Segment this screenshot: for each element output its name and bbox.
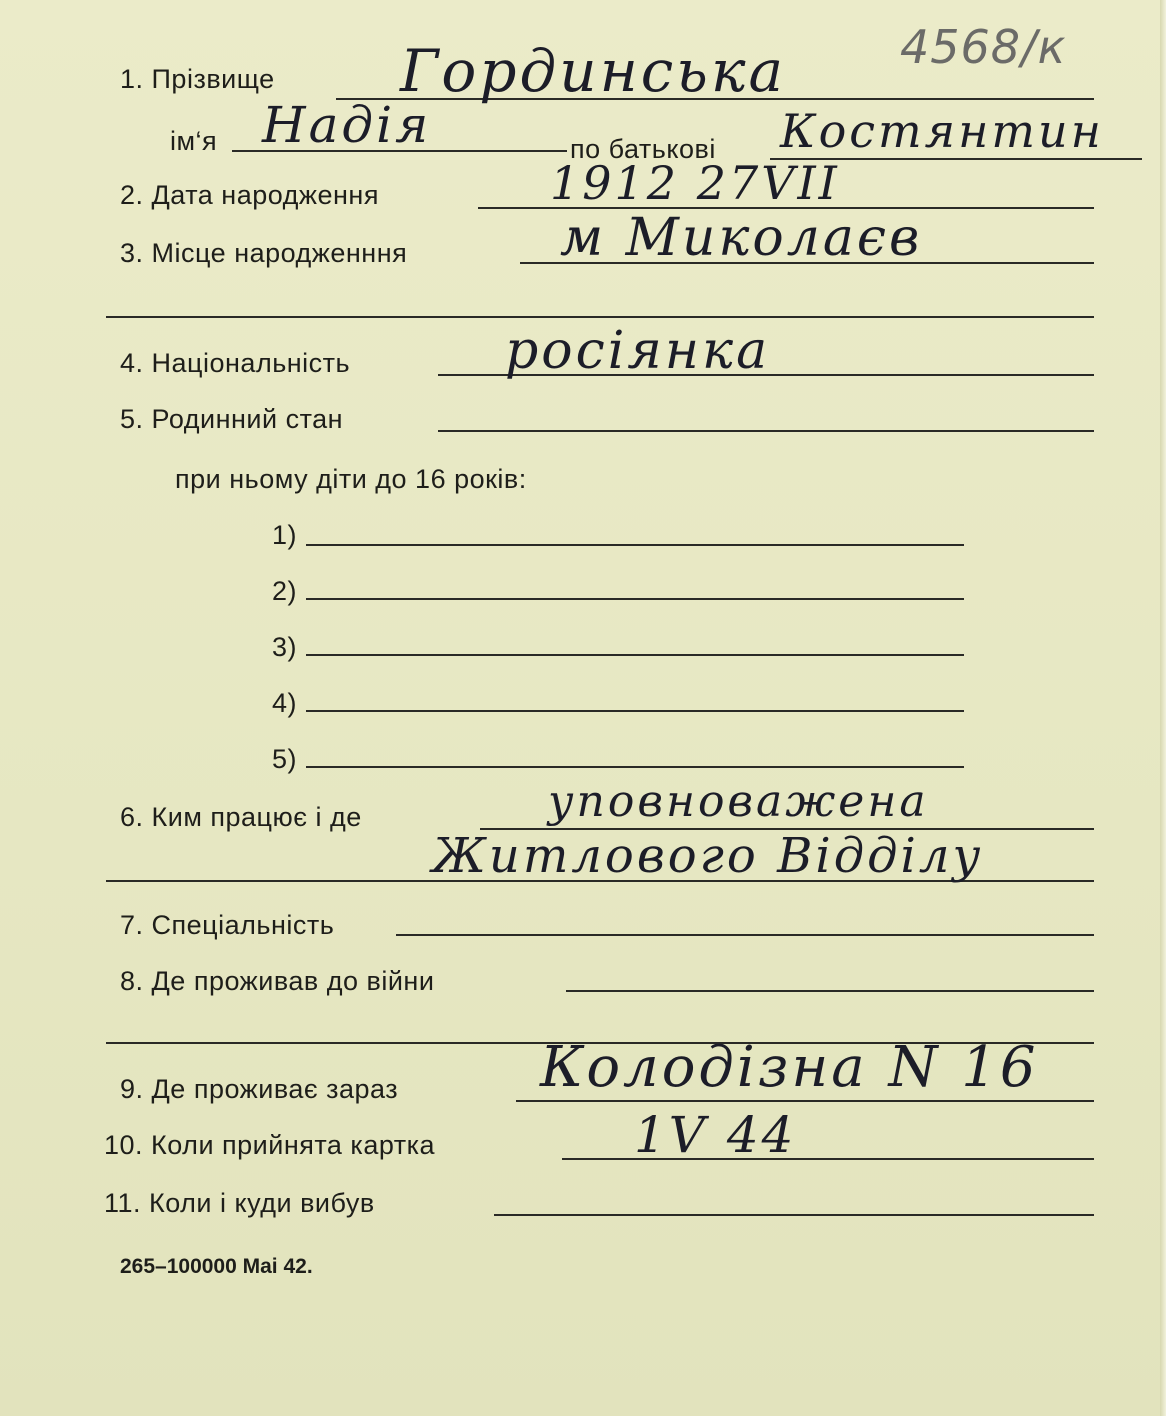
card-accepted-value: 1V 44 bbox=[634, 1106, 797, 1164]
nationality-label: 4. Національність bbox=[120, 348, 351, 378]
child-5-line bbox=[306, 766, 964, 768]
patronymic-label: по батькові bbox=[570, 134, 716, 164]
specialty-line bbox=[396, 934, 1094, 936]
child-2-line bbox=[306, 598, 964, 600]
birth-date-value: 1912 27VII bbox=[550, 156, 840, 210]
children-label: при ньому діти до 16 років: bbox=[175, 464, 527, 494]
child-4-label: 4) bbox=[272, 688, 298, 718]
prewar-residence-label: 8. Де проживав до війни bbox=[120, 966, 435, 996]
card-accepted-label: 10. Коли прийнята картка bbox=[104, 1130, 436, 1160]
current-residence-label: 9. Де проживає зараз bbox=[120, 1074, 399, 1104]
departure-line bbox=[494, 1214, 1094, 1216]
occupation-value-2: Житлового Відділу bbox=[432, 828, 984, 884]
surname-value: Гординська bbox=[400, 37, 787, 105]
first-name-value: Надія bbox=[262, 96, 432, 154]
birth-place-label: 3. Місце народженння bbox=[120, 238, 408, 268]
family-status-line bbox=[438, 430, 1094, 432]
birth-place-extra-line bbox=[106, 316, 1094, 318]
current-residence-value: Колодізна N 16 bbox=[540, 1035, 1039, 1100]
occupation-value: уповноважена bbox=[548, 776, 929, 827]
departure-label: 11. Коли і куди вибув bbox=[104, 1188, 375, 1218]
child-5-label: 5) bbox=[272, 744, 298, 774]
card-edge bbox=[1160, 0, 1166, 1416]
print-code: 265–100000 Mai 42. bbox=[120, 1255, 313, 1278]
family-status-label: 5. Родинний стан bbox=[120, 404, 344, 434]
patronymic-value: Костянтин bbox=[780, 104, 1104, 158]
child-4-line bbox=[306, 710, 964, 712]
archive-number: 4568/к bbox=[900, 20, 1067, 74]
child-1-label: 1) bbox=[272, 520, 298, 550]
birth-date-label: 2. Дата народження bbox=[120, 180, 379, 210]
child-1-line bbox=[306, 544, 964, 546]
child-3-line bbox=[306, 654, 964, 656]
first-name-label: ім‘я bbox=[170, 126, 218, 156]
current-residence-line bbox=[516, 1100, 1094, 1102]
nationality-value: росіянка bbox=[505, 321, 771, 381]
child-3-label: 3) bbox=[272, 632, 298, 662]
child-2-label: 2) bbox=[272, 576, 298, 606]
specialty-label: 7. Спеціальність bbox=[120, 910, 335, 940]
prewar-residence-line bbox=[566, 990, 1094, 992]
occupation-label: 6. Ким працює і де bbox=[120, 802, 362, 832]
surname-label: 1. Прізвище bbox=[120, 64, 275, 94]
birth-place-value: м Миколаєв bbox=[560, 208, 923, 268]
